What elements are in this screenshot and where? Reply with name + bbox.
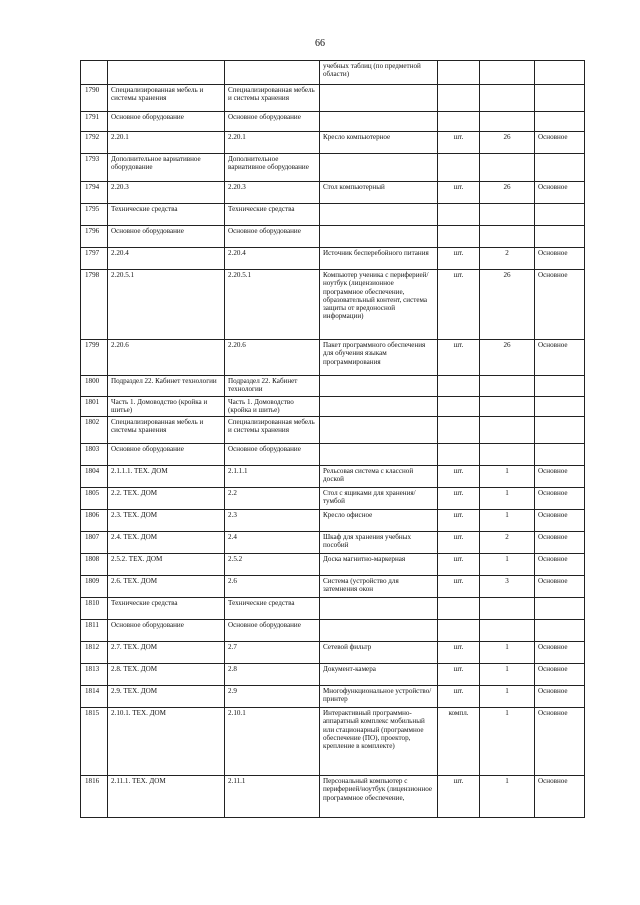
row-number-cell: 1796 bbox=[81, 226, 108, 248]
item-name-cell: Сетевой фильтр bbox=[320, 642, 438, 664]
item-name-cell: Кресло компьютерное bbox=[320, 132, 438, 154]
row-number-cell bbox=[81, 61, 108, 85]
item-name-cell: Документ-камера bbox=[320, 664, 438, 686]
table-row bbox=[81, 417, 585, 444]
item-code-cell: Специализированная мебель и системы хранения bbox=[225, 85, 320, 112]
unit-cell: шт. bbox=[438, 532, 480, 554]
code-cell: Основное оборудование bbox=[108, 112, 225, 132]
row-number-cell: 1791 bbox=[81, 112, 108, 132]
row-number-cell: 1798 bbox=[81, 270, 108, 340]
item-code-cell: 2.20.4 bbox=[225, 248, 320, 270]
code-cell: Специализированная мебель и системы хранения bbox=[108, 417, 225, 444]
category-cell bbox=[535, 396, 585, 417]
item-code-cell: 2.4 bbox=[225, 532, 320, 554]
code-cell: 2.20.4 bbox=[108, 248, 225, 270]
item-code-cell: Основное оборудование bbox=[225, 444, 320, 466]
table-row bbox=[81, 444, 585, 466]
category-cell: Основное bbox=[535, 270, 585, 340]
unit-cell: шт. bbox=[438, 554, 480, 576]
item-name-cell bbox=[320, 620, 438, 642]
row-number-cell: 1813 bbox=[81, 664, 108, 686]
code-cell: 2.3. ТЕХ. ДОМ bbox=[108, 510, 225, 532]
item-name-cell bbox=[320, 226, 438, 248]
row-number-cell: 1808 bbox=[81, 554, 108, 576]
code-cell: 2.9. ТЕХ. ДОМ bbox=[108, 686, 225, 708]
table-row bbox=[81, 154, 585, 182]
row-number-cell: 1802 bbox=[81, 417, 108, 444]
item-code-cell: 2.9 bbox=[225, 686, 320, 708]
item-name-cell bbox=[320, 376, 438, 397]
row-number-cell: 1790 bbox=[81, 85, 108, 112]
code-cell: 2.2. ТЕХ. ДОМ bbox=[108, 488, 225, 510]
item-code-cell: 2.3 bbox=[225, 510, 320, 532]
category-cell: Основное bbox=[535, 776, 585, 818]
table-row bbox=[81, 85, 585, 112]
unit-cell bbox=[438, 112, 480, 132]
code-cell: 2.20.6 bbox=[108, 340, 225, 376]
unit-cell: шт. bbox=[438, 510, 480, 532]
code-cell: Основное оборудование bbox=[108, 226, 225, 248]
unit-cell: компл. bbox=[438, 708, 480, 776]
row-number-cell: 1793 bbox=[81, 154, 108, 182]
item-code-cell: Специализированная мебель и системы хранения bbox=[225, 417, 320, 444]
item-code-cell: 2.20.6 bbox=[225, 340, 320, 376]
code-cell: 2.5.2. ТЕХ. ДОМ bbox=[108, 554, 225, 576]
unit-cell bbox=[438, 204, 480, 226]
row-number-cell: 1792 bbox=[81, 132, 108, 154]
category-cell: Основное bbox=[535, 488, 585, 510]
row-number-cell: 1810 bbox=[81, 598, 108, 620]
table-row bbox=[81, 554, 585, 576]
quantity-cell bbox=[480, 226, 535, 248]
item-name-cell: Персональный компьютер с периферией/ноутбук (лицензионное программное обеспечение, bbox=[320, 776, 438, 818]
item-name-cell: Рельсовая система с классной доской bbox=[320, 466, 438, 488]
item-name-cell: Компьютер ученика с периферией/ноутбук (лицензионное программное обеспечение, образовательный контент, система защиты от вредоносной информации) bbox=[320, 270, 438, 340]
quantity-cell: 1 bbox=[480, 686, 535, 708]
table-row bbox=[81, 226, 585, 248]
item-name-cell: Шкаф для хранения учебных пособий bbox=[320, 532, 438, 554]
quantity-cell: 1 bbox=[480, 510, 535, 532]
unit-cell: шт. bbox=[438, 776, 480, 818]
code-cell: 2.20.3 bbox=[108, 182, 225, 204]
category-cell: Основное bbox=[535, 642, 585, 664]
code-cell: 2.8. ТЕХ. ДОМ bbox=[108, 664, 225, 686]
unit-cell: шт. bbox=[438, 576, 480, 598]
row-number-cell: 1795 bbox=[81, 204, 108, 226]
unit-cell bbox=[438, 61, 480, 85]
item-code-cell: Часть 1. Домоводство (кройка и шитье) bbox=[225, 396, 320, 417]
code-cell: 2.1.1.1. ТЕХ. ДОМ bbox=[108, 466, 225, 488]
item-code-cell: 2.2 bbox=[225, 488, 320, 510]
unit-cell bbox=[438, 154, 480, 182]
category-cell: Основное bbox=[535, 664, 585, 686]
code-cell: 2.7. ТЕХ. ДОМ bbox=[108, 642, 225, 664]
item-name-cell bbox=[320, 112, 438, 132]
quantity-cell: 2 bbox=[480, 248, 535, 270]
row-number-cell: 1811 bbox=[81, 620, 108, 642]
quantity-cell: 26 bbox=[480, 182, 535, 204]
category-cell bbox=[535, 204, 585, 226]
table-row bbox=[81, 182, 585, 204]
category-cell: Основное bbox=[535, 466, 585, 488]
category-cell bbox=[535, 376, 585, 397]
item-name-cell: Стол компьютерный bbox=[320, 182, 438, 204]
table-row bbox=[81, 61, 585, 85]
unit-cell bbox=[438, 85, 480, 112]
quantity-cell: 1 bbox=[480, 708, 535, 776]
table-row bbox=[81, 132, 585, 154]
item-code-cell: 2.20.5.1 bbox=[225, 270, 320, 340]
code-cell: 2.10.1. ТЕХ. ДОМ bbox=[108, 708, 225, 776]
item-name-cell bbox=[320, 417, 438, 444]
code-cell: 2.11.1. ТЕХ. ДОМ bbox=[108, 776, 225, 818]
unit-cell: шт. bbox=[438, 270, 480, 340]
category-cell: Основное bbox=[535, 510, 585, 532]
category-cell: Основное bbox=[535, 248, 585, 270]
category-cell: Основное bbox=[535, 182, 585, 204]
table-row bbox=[81, 204, 585, 226]
category-cell bbox=[535, 61, 585, 85]
item-name-cell bbox=[320, 396, 438, 417]
quantity-cell: 3 bbox=[480, 576, 535, 598]
table-row bbox=[81, 340, 585, 376]
item-code-cell: Технические средства bbox=[225, 598, 320, 620]
unit-cell: шт. bbox=[438, 686, 480, 708]
table-row bbox=[81, 270, 585, 340]
quantity-cell: 26 bbox=[480, 270, 535, 340]
table-row bbox=[81, 664, 585, 686]
quantity-cell bbox=[480, 598, 535, 620]
quantity-cell bbox=[480, 112, 535, 132]
category-cell: Основное bbox=[535, 340, 585, 376]
item-code-cell: 2.1.1.1 bbox=[225, 466, 320, 488]
quantity-cell bbox=[480, 620, 535, 642]
row-number-cell: 1806 bbox=[81, 510, 108, 532]
unit-cell bbox=[438, 620, 480, 642]
row-number-cell: 1797 bbox=[81, 248, 108, 270]
item-name-cell: Интерактивный программно-аппаратный комплекс мобильный или стационарный (программное обеспечение (ПО), проектор, крепление в комплекте) bbox=[320, 708, 438, 776]
item-name-cell: Стол с ящиками для хранения/тумбой bbox=[320, 488, 438, 510]
row-number-cell: 1803 bbox=[81, 444, 108, 466]
row-number-cell: 1809 bbox=[81, 576, 108, 598]
item-code-cell: Основное оборудование bbox=[225, 226, 320, 248]
row-number-cell: 1814 bbox=[81, 686, 108, 708]
table-row bbox=[81, 466, 585, 488]
row-number-cell: 1799 bbox=[81, 340, 108, 376]
category-cell bbox=[535, 85, 585, 112]
code-cell: Дополнительное вариативное оборудование bbox=[108, 154, 225, 182]
item-code-cell: 2.7 bbox=[225, 642, 320, 664]
code-cell bbox=[108, 61, 225, 85]
item-code-cell: Подраздел 22. Кабинет технологии bbox=[225, 376, 320, 397]
quantity-cell: 1 bbox=[480, 776, 535, 818]
item-code-cell: Основное оборудование bbox=[225, 620, 320, 642]
unit-cell bbox=[438, 417, 480, 444]
quantity-cell bbox=[480, 154, 535, 182]
quantity-cell: 26 bbox=[480, 132, 535, 154]
table-row bbox=[81, 686, 585, 708]
item-name-cell bbox=[320, 598, 438, 620]
row-number-cell: 1815 bbox=[81, 708, 108, 776]
unit-cell: шт. bbox=[438, 664, 480, 686]
code-cell: 2.6. ТЕХ. ДОМ bbox=[108, 576, 225, 598]
item-name-cell bbox=[320, 154, 438, 182]
quantity-cell: 1 bbox=[480, 642, 535, 664]
quantity-cell bbox=[480, 417, 535, 444]
table-row bbox=[81, 396, 585, 417]
quantity-cell: 1 bbox=[480, 488, 535, 510]
category-cell: Основное bbox=[535, 686, 585, 708]
code-cell: Технические средства bbox=[108, 204, 225, 226]
table-row bbox=[81, 776, 585, 818]
unit-cell bbox=[438, 376, 480, 397]
quantity-cell: 1 bbox=[480, 664, 535, 686]
unit-cell: шт. bbox=[438, 132, 480, 154]
category-cell: Основное bbox=[535, 554, 585, 576]
code-cell: Технические средства bbox=[108, 598, 225, 620]
quantity-cell bbox=[480, 444, 535, 466]
table-row bbox=[81, 510, 585, 532]
category-cell: Основное bbox=[535, 576, 585, 598]
table-row bbox=[81, 248, 585, 270]
item-name-cell: Источник бесперебойного питания bbox=[320, 248, 438, 270]
table-row bbox=[81, 642, 585, 664]
unit-cell: шт. bbox=[438, 642, 480, 664]
category-cell bbox=[535, 417, 585, 444]
category-cell: Основное bbox=[535, 708, 585, 776]
row-number-cell: 1816 bbox=[81, 776, 108, 818]
unit-cell: шт. bbox=[438, 466, 480, 488]
table-row bbox=[81, 576, 585, 598]
item-code-cell bbox=[225, 61, 320, 85]
unit-cell: шт. bbox=[438, 340, 480, 376]
page-number: 66 bbox=[315, 38, 325, 49]
code-cell: 2.4. ТЕХ. ДОМ bbox=[108, 532, 225, 554]
row-number-cell: 1800 bbox=[81, 376, 108, 397]
unit-cell bbox=[438, 396, 480, 417]
table-row bbox=[81, 112, 585, 132]
row-number-cell: 1812 bbox=[81, 642, 108, 664]
category-cell bbox=[535, 620, 585, 642]
quantity-cell: 1 bbox=[480, 466, 535, 488]
table-row bbox=[81, 708, 585, 776]
table-row bbox=[81, 376, 585, 397]
item-code-cell: 2.10.1 bbox=[225, 708, 320, 776]
quantity-cell bbox=[480, 85, 535, 112]
item-name-cell: Система (устройство для затемнения окон bbox=[320, 576, 438, 598]
item-code-cell: Дополнительное вариативное оборудование bbox=[225, 154, 320, 182]
category-cell bbox=[535, 112, 585, 132]
row-number-cell: 1807 bbox=[81, 532, 108, 554]
quantity-cell: 1 bbox=[480, 554, 535, 576]
category-cell: Основное bbox=[535, 532, 585, 554]
code-cell: 2.20.1 bbox=[108, 132, 225, 154]
unit-cell: шт. bbox=[438, 488, 480, 510]
code-cell: 2.20.5.1 bbox=[108, 270, 225, 340]
item-code-cell: Технические средства bbox=[225, 204, 320, 226]
item-code-cell: 2.5.2 bbox=[225, 554, 320, 576]
item-code-cell: 2.6 bbox=[225, 576, 320, 598]
row-number-cell: 1804 bbox=[81, 466, 108, 488]
quantity-cell bbox=[480, 396, 535, 417]
category-cell bbox=[535, 444, 585, 466]
code-cell: Основное оборудование bbox=[108, 620, 225, 642]
item-name-cell: Кресло офисное bbox=[320, 510, 438, 532]
equipment-table bbox=[80, 60, 585, 818]
category-cell bbox=[535, 154, 585, 182]
code-cell: Основное оборудование bbox=[108, 444, 225, 466]
item-name-cell: Многофункциональное устройство/принтер bbox=[320, 686, 438, 708]
item-code-cell: 2.8 bbox=[225, 664, 320, 686]
item-code-cell: Основное оборудование bbox=[225, 112, 320, 132]
unit-cell: шт. bbox=[438, 248, 480, 270]
item-name-cell bbox=[320, 85, 438, 112]
item-name-cell: Доска магнитно-маркерная bbox=[320, 554, 438, 576]
item-name-cell: учебных таблиц (по предметной области) bbox=[320, 61, 438, 85]
unit-cell bbox=[438, 444, 480, 466]
item-code-cell: 2.20.3 bbox=[225, 182, 320, 204]
table-row bbox=[81, 488, 585, 510]
category-cell: Основное bbox=[535, 132, 585, 154]
table-row bbox=[81, 532, 585, 554]
table-row bbox=[81, 598, 585, 620]
unit-cell: шт. bbox=[438, 182, 480, 204]
quantity-cell bbox=[480, 204, 535, 226]
item-name-cell: Пакет программного обеспечения для обучения языкам программирования bbox=[320, 340, 438, 376]
quantity-cell bbox=[480, 376, 535, 397]
quantity-cell: 2 bbox=[480, 532, 535, 554]
unit-cell bbox=[438, 226, 480, 248]
quantity-cell bbox=[480, 61, 535, 85]
unit-cell bbox=[438, 598, 480, 620]
table-row bbox=[81, 620, 585, 642]
row-number-cell: 1794 bbox=[81, 182, 108, 204]
item-code-cell: 2.11.1 bbox=[225, 776, 320, 818]
item-name-cell bbox=[320, 444, 438, 466]
item-name-cell bbox=[320, 204, 438, 226]
category-cell bbox=[535, 598, 585, 620]
code-cell: Подраздел 22. Кабинет технологии bbox=[108, 376, 225, 397]
code-cell: Часть 1. Домоводство (кройка и шитье) bbox=[108, 396, 225, 417]
row-number-cell: 1801 bbox=[81, 396, 108, 417]
item-code-cell: 2.20.1 bbox=[225, 132, 320, 154]
category-cell bbox=[535, 226, 585, 248]
quantity-cell: 26 bbox=[480, 340, 535, 376]
code-cell: Специализированная мебель и системы хранения bbox=[108, 85, 225, 112]
row-number-cell: 1805 bbox=[81, 488, 108, 510]
